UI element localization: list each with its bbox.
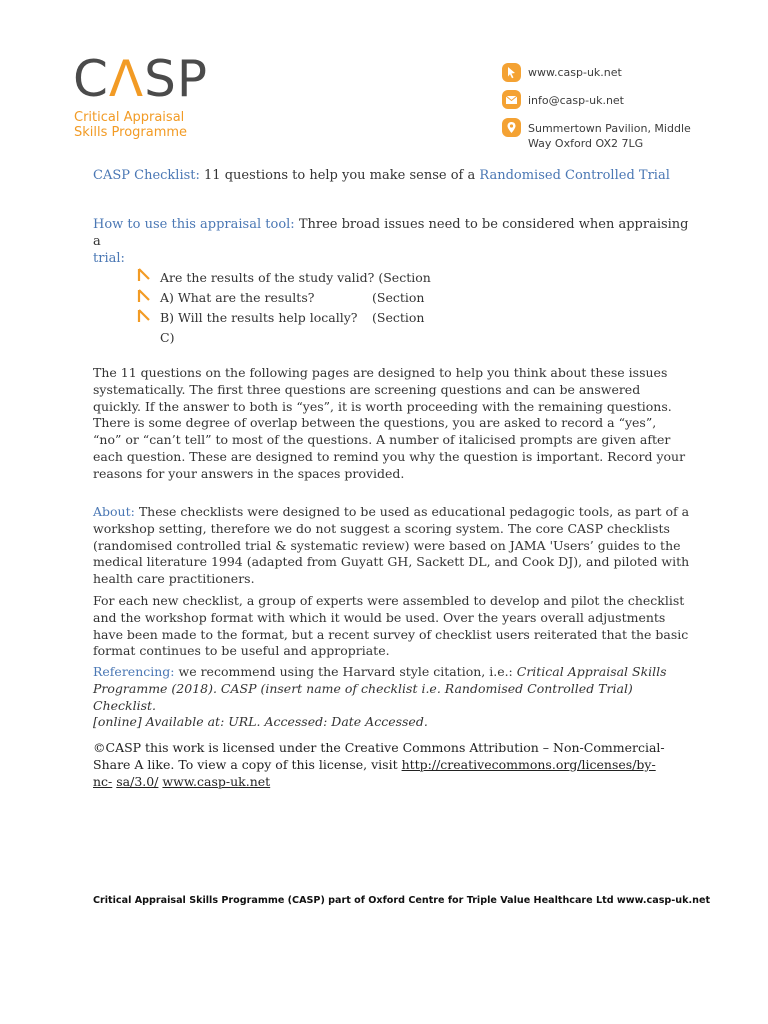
referencing-italic-line: Programme (2018). CASP (insert name of checklist i.e. Randomised Controlled Trial) Checklist. [93, 680, 633, 713]
license-paragraph [93, 740, 693, 790]
bullet-item [160, 308, 480, 328]
contact-address-line1: Summertown Pavilion, Middle [528, 122, 691, 135]
paragraph-line: For each new checklist, a group of experts were assembled to develop and pilot the checklist [93, 593, 685, 608]
referencing-text: we recommend using the Harvard style citation, i.e.: [174, 664, 517, 679]
logo-subtitle-line2: Skills Programme [74, 125, 188, 140]
about-label: About: [93, 504, 135, 519]
paragraph-line: quickly. If the answer to both is “yes”, it is worth proceeding with the remaining questions. [93, 398, 672, 414]
paragraph-line: “no” or “can’t tell” to most of the questions. A number of italicised prompts are given after [93, 432, 671, 448]
logo-subtitle-line1: Critical Appraisal [74, 110, 185, 125]
page-footer: Critical Appraisal Skills Programme (CASP) part of Oxford Centre for Triple Value Healthcare Ltd www.casp-uk.net [93, 895, 711, 906]
bullet-item [160, 268, 480, 288]
arrow-bullet-icon [137, 267, 151, 286]
bullet-text: B) Will the results help locally? [160, 310, 358, 325]
email-icon [502, 90, 521, 109]
logo-subtitle [74, 110, 187, 140]
paragraph-line: reasons for your answers in the spaces provided. [93, 465, 405, 481]
paragraph-line: The 11 questions on the following pages are designed to help you think about these issues [93, 365, 668, 380]
bullet-item [160, 288, 480, 308]
logo-letters-sp: SP [144, 50, 209, 108]
bullet-text: A) What are the results? [160, 290, 315, 305]
location-icon [502, 118, 521, 137]
paragraph-line: workshop setting, therefore we do not suggest a scoring system. The core CASP checklists [93, 520, 670, 536]
bullet-section: (Section [372, 290, 425, 305]
logo-letter-a: Λ [108, 50, 145, 108]
bullet-tail: C) [160, 330, 175, 345]
referencing-label: Referencing: [93, 664, 175, 679]
how-to-text: Three broad issues need to be considered when appraising a [93, 217, 689, 249]
paragraph-line: and the workshop format with which it would be used. Over the years overall adjustments [93, 609, 666, 625]
paragraph-line: each question. These are designed to remind you why the question is important. Record your [93, 448, 686, 464]
contact-email[interactable]: info@casp-uk.net [528, 94, 624, 107]
arrow-bullet-icon [137, 308, 151, 327]
casp-website-link[interactable]: www.casp-uk.net [162, 773, 271, 789]
paragraph-line: format continues to be useful and appropriate. [93, 643, 390, 659]
referencing-italic-line: [online] Available at: URL. Accessed: Date Accessed. [93, 714, 428, 730]
paragraph-line: There is some degree of overlap between the questions, you are asked to record a “yes”, [93, 415, 657, 431]
development-paragraph [93, 593, 693, 660]
bullet-text: Are the results of the study valid? [160, 270, 375, 285]
cursor-icon [502, 63, 521, 82]
paragraph-line: have been made to the format, but a recent survey of checklist users reiterated that the basic [93, 626, 689, 642]
logo-letter-c: C [73, 50, 109, 108]
how-to-last-word: trial: [93, 250, 125, 266]
how-to-paragraph [93, 217, 693, 267]
paragraph-line: systematically. The first three questions are screening questions and can be answered [93, 381, 641, 397]
about-first-line: These checklists were designed to be used as educational pedagogic tools, as part of a [134, 504, 690, 519]
arrow-bullet-icon [137, 288, 151, 307]
casp-logo [73, 50, 208, 108]
how-to-label: How to use this appraisal tool: [93, 217, 295, 232]
checklist-title-middle: 11 questions to help you make sense of a [199, 168, 480, 183]
paragraph-line: medical literature 1994 (adapted from Guyatt GH, Sackett DL, and Cook DJ), and piloted with [93, 554, 690, 570]
intro-paragraph [93, 365, 693, 483]
contact-address-line2: Way Oxford OX2 7LG [528, 137, 644, 150]
referencing-paragraph [93, 664, 693, 731]
license-line1: ©CASP this work is licensed under the Creative Commons Attribution – Non-Commercial- [93, 740, 665, 755]
referencing-italic-first: Critical Appraisal Skills [516, 664, 667, 679]
license-link-part3[interactable]: sa/3.0/ [116, 773, 159, 789]
paragraph-line: health care practitioners. [93, 571, 255, 587]
paragraph-line: (randomised controlled trial & systematic review) were based on JAMA 'Users’ guides to the [93, 537, 681, 553]
checklist-title-trial-type: Randomised Controlled Trial [479, 168, 670, 183]
license-link-part2[interactable]: nc- [93, 773, 113, 789]
checklist-title-label: CASP Checklist: [93, 168, 200, 183]
bullet-section: (Section [378, 270, 431, 285]
checklist-title [93, 168, 670, 183]
license-link-part1[interactable]: http://creativecommons.org/licenses/by- [401, 756, 656, 772]
contact-address [528, 121, 691, 151]
bullet-section: (Section [372, 310, 425, 325]
license-line2: Share A like. To view a copy of this license, visit [93, 756, 402, 772]
about-paragraph [93, 504, 693, 588]
contact-website[interactable]: www.casp-uk.net [528, 66, 622, 79]
